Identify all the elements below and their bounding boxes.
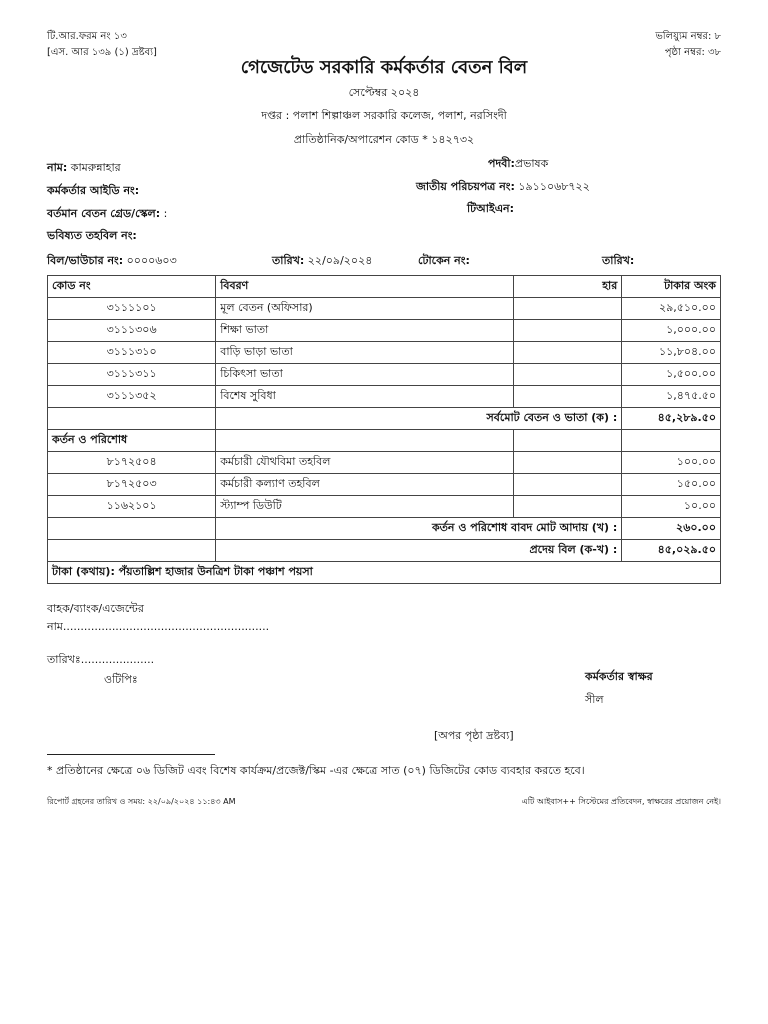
row-code: ৩১১১১০১	[48, 298, 216, 320]
bill-voucher-value: ০০০০৬০৩	[126, 254, 177, 267]
net-payable-value: ৪৫,০২৯.৫০	[622, 540, 721, 562]
net-payable-row	[48, 540, 721, 562]
table-row	[48, 474, 721, 496]
row-rate	[513, 298, 621, 320]
tin-label: টিআইএন:	[467, 202, 515, 215]
amount-in-words: টাকা (কথায়): পঁয়তাল্লিশ হাজার উনত্রিশ টাকা পঞ্চাশ পয়সা	[48, 562, 721, 584]
row-rate	[513, 364, 621, 386]
designation-label: পদবী:	[488, 157, 515, 170]
designation-row	[488, 155, 548, 174]
nid-value: ১৯১১০৬৮৭২২	[518, 180, 590, 193]
row-rate	[513, 342, 621, 364]
pay-grade-value: :	[163, 207, 168, 220]
row-description: বিশেষ সুবিধা	[216, 386, 514, 408]
header-description: বিবরণ	[216, 276, 514, 298]
row-description: বাড়ি ভাড়া ভাতা	[216, 342, 514, 364]
row-description: চিকিৎসা ভাতা	[216, 364, 514, 386]
page-title: গেজেটেড সরকারি কর্মকর্তার বেতন বিল	[240, 57, 528, 78]
employee-name-value: কামরুন্নাহার	[70, 161, 121, 174]
earnings-total-label: সর্বমোট বেতন ও ভাতা (ক) :	[216, 408, 622, 430]
officer-signature-label: কর্মকর্তার স্বাক্ষর	[585, 670, 653, 683]
voucher-date-value: ২২/০৯/২০২৪	[307, 254, 373, 267]
row-amount: ১১,৮০৪.০০	[622, 342, 721, 364]
row-code: ৩১১১৩০৬	[48, 320, 216, 342]
employee-name-row	[47, 159, 121, 178]
deduction-total-label: কর্তন ও পরিশোধ বাবদ মোট আদায় (খ) :	[216, 518, 622, 540]
amount-in-words-row	[48, 562, 721, 584]
earnings-total-row	[48, 408, 721, 430]
header-code: কোড নং	[48, 276, 216, 298]
row-code: ৩১১১৩১১	[48, 364, 216, 386]
row-amount: ১০.০০	[622, 496, 721, 518]
otp-label: ওটিপিঃ	[104, 673, 138, 686]
pay-grade-row	[47, 205, 167, 224]
salary-bill-table	[47, 275, 721, 584]
nid-row	[416, 178, 590, 197]
header-amount: টাকার অংক	[622, 276, 721, 298]
system-note: এটি আইবাস++ সিস্টেমের প্রতিবেদন, স্বাক্ষরের প্রয়োজন নেই।	[521, 797, 721, 806]
net-payable-label: প্রদেয় বিল (ক-খ) :	[216, 540, 622, 562]
row-description: কর্মচারী যৌথবিমা তহবিল	[216, 452, 514, 474]
footnote: * প্রতিষ্ঠানের ক্ষেত্রে ০৬ ডিজিট এবং বিশেষ কার্যক্রম/প্রজেক্ট/স্কিম -এর ক্ষেত্রে সাত (০৭) ডিজিটের কোড ব্যবহার করতে হবে।	[47, 764, 585, 777]
row-code: ৮১৭২৫০৪	[48, 452, 216, 474]
row-amount: ১,৫০০.০০	[622, 364, 721, 386]
provident-fund-label: ভবিষ্যত তহবিল নং:	[47, 229, 137, 242]
voucher-date-label: তারিখ:	[272, 254, 305, 267]
voucher-date-row	[272, 252, 372, 271]
page-number: পৃষ্ঠা নম্বর: ৩৮	[664, 47, 721, 58]
row-code: ১১৬২১০১	[48, 496, 216, 518]
table-row	[48, 298, 721, 320]
row-rate	[513, 386, 621, 408]
bearer-date-line: তারিখঃ.....................	[47, 653, 155, 666]
row-amount: ১০০.০০	[622, 452, 721, 474]
header-rate: হার	[513, 276, 621, 298]
report-timestamp: রিপোর্ট গ্রহনের তারিখ ও সময়: ২২/০৯/২০২৪ ১১:৪৩ AM	[47, 797, 236, 806]
row-rate	[513, 496, 621, 518]
table-row	[48, 496, 721, 518]
rule-reference: [এস. আর ১৩৯ (১) দ্রষ্টব্য]	[47, 47, 157, 58]
bill-voucher-row	[47, 252, 177, 271]
deduction-total-row	[48, 518, 721, 540]
bill-month: সেপ্টেম্বর ২০২৪	[348, 86, 420, 99]
row-rate	[513, 474, 621, 496]
token-label: টোকেন নং:	[418, 254, 470, 267]
officer-id-label: কর্মকর্তার আইডি নং:	[47, 184, 140, 197]
token-date-label: তারিখ:	[602, 254, 635, 267]
row-description: কর্মচারী কল্যাণ তহবিল	[216, 474, 514, 496]
bill-voucher-label: বিল/ভাউচার নং:	[47, 254, 124, 267]
table-row	[48, 386, 721, 408]
table-row	[48, 320, 721, 342]
bearer-name-line: নাম...........................................................	[47, 620, 270, 633]
institution-code: প্রাতিষ্ঠানিক/অপারেশন কোড * ১৪২৭৩২	[293, 133, 475, 146]
office-name: দপ্তর : পলাশ শিল্পাঞ্চল সরকারি কলেজ, পলাশ, নরসিংদী	[261, 109, 507, 122]
row-amount: ১,০০০.০০	[622, 320, 721, 342]
row-rate	[513, 320, 621, 342]
row-description: মূল বেতন (অফিসার)	[216, 298, 514, 320]
deduction-heading-row	[48, 430, 721, 452]
bearer-label: বাহক/ব্যাংক/এজেন্টের	[47, 602, 144, 615]
seal-label: সীল	[585, 693, 604, 706]
row-rate	[513, 452, 621, 474]
volume-number: ভলিয়্যুম নম্বর: ৮	[655, 31, 721, 42]
overleaf-note: [অপর পৃষ্ঠা দ্রষ্টব্য]	[434, 729, 514, 742]
table-row	[48, 452, 721, 474]
row-description: শিক্ষা ভাতা	[216, 320, 514, 342]
row-code: ৩১১১৩১০	[48, 342, 216, 364]
deduction-total-value: ২৬০.০০	[622, 518, 721, 540]
earnings-total-value: ৪৫,২৮৯.৫০	[622, 408, 721, 430]
row-code: ৩১১১৩৫২	[48, 386, 216, 408]
deduction-heading: কর্তন ও পরিশোধ	[48, 430, 216, 452]
pay-grade-label: বর্তমান বেতন গ্রেড/স্কেল:	[47, 207, 161, 220]
row-code: ৮১৭২৫০৩	[48, 474, 216, 496]
table-row	[48, 342, 721, 364]
row-amount: ১৫০.০০	[622, 474, 721, 496]
row-amount: ২৯,৫১০.০০	[622, 298, 721, 320]
nid-label: জাতীয় পরিচয়পত্র নং:	[416, 180, 515, 193]
footnote-divider	[47, 754, 215, 755]
employee-name-label: নাম:	[47, 161, 68, 174]
row-amount: ১,৪৭৫.৫০	[622, 386, 721, 408]
row-description: স্ট্যাম্প ডিউটি	[216, 496, 514, 518]
designation-value: প্রভাষক	[514, 157, 549, 170]
table-row	[48, 364, 721, 386]
form-number: টি.আর.ফরম নং ১৩	[47, 31, 127, 42]
table-header-row	[48, 276, 721, 298]
